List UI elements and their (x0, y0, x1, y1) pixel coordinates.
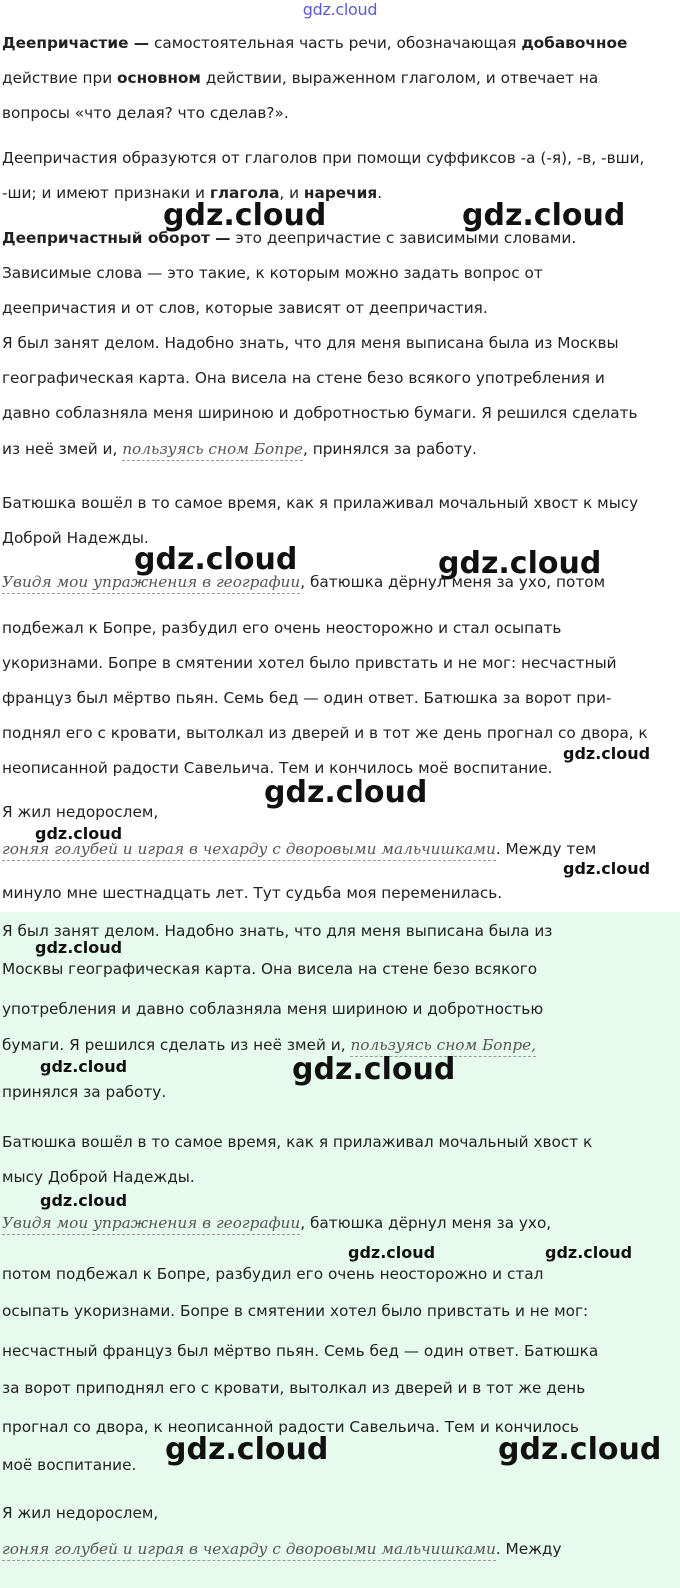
watermark: gdz.cloud (165, 1432, 329, 1467)
participle-phrase: Увидя мои упражнения в географии (2, 573, 300, 594)
text-line: из неё змей и, пользуясь сном Бопре, принялся за работу. (2, 440, 477, 458)
watermark: gdz.cloud (264, 775, 428, 810)
watermark: gdz.cloud (348, 1243, 436, 1262)
text-line: моё воспитание. (2, 1456, 137, 1474)
text-line: Увидя мои упражнения в географии, батюшка дёрнул меня за ухо, (2, 1214, 551, 1232)
text-line: Я жил недорослем, (2, 1504, 159, 1522)
text-line: бумаги. Я решился сделать из неё змей и, пользуясь сном Бопре, (2, 1036, 536, 1054)
watermark: gdz.cloud (40, 1057, 128, 1076)
watermark: gdz.cloud (35, 938, 123, 957)
text-line: прогнал со двора, к неописанной радости Савельича. Тем и кончилось (2, 1418, 579, 1436)
text-line: за ворот приподнял его с кровати, вытолкал из дверей и в тот же день (2, 1379, 586, 1397)
participle-phrase: гоняя голубей и играя в чехарду с дворовыми мальчишками (2, 840, 496, 861)
text-line: употребления и давно соблазняла меня шириною и добротностью (2, 1000, 544, 1018)
watermark: gdz.cloud (438, 546, 602, 581)
text-line: Я жил недорослем, (2, 803, 159, 821)
theory-line: Деепричастный оборот — это деепричастие с зависимыми словами. (2, 229, 577, 247)
theory-line: Деепричастия образуются от глаголов при помощи суффиксов -а (-я), -в, -вши, (2, 149, 645, 167)
site-logo[interactable]: gdz.cloud (302, 0, 378, 19)
text-line: географическая карта. Она висела на стене безо всякого употребления и (2, 369, 605, 387)
text-line: гоняя голубей и играя в чехарду с дворовыми мальчишками. Между тем (2, 840, 596, 858)
text-line: потом подбежал к Бопре, разбудил его очень неосторожно и стал (2, 1265, 544, 1283)
text-line: Я был занят делом. Надобно знать, что для меня выписана была из Москвы (2, 334, 619, 352)
text-line: укоризнами. Бопре в смятении хотел было привстать и не мог: несчастный (2, 654, 617, 672)
theory-line: действие при основном действии, выраженном глаголом, и отвечает на (2, 69, 599, 87)
text-line: Батюшка вошёл в то самое время, как я прилаживал мочальный хвост к (2, 1133, 593, 1151)
watermark: gdz.cloud (498, 1432, 662, 1467)
text-line: Москвы географическая карта. Она висела на стене безо всякого (2, 960, 538, 978)
text-line: давно соблазняла меня шириною и добротностью бумаги. Я решился сделать (2, 404, 638, 422)
text-line: осыпать укоризнами. Бопре в смятении хотел было привстать и не мог: (2, 1302, 589, 1320)
participle-phrase: гоняя голубей и играя в чехарду с дворовыми мальчишками (2, 1540, 496, 1561)
text-line: Батюшка вошёл в то самое время, как я прилаживал мочальный хвост к мысу (2, 494, 639, 512)
watermark: gdz.cloud (563, 744, 651, 763)
theory-line: Зависимые слова — это такие, к которым можно задать вопрос от (2, 264, 543, 282)
text-line: Доброй Надежды. (2, 529, 149, 547)
text-line: Я был занят делом. Надобно знать, что для меня выписана была из (2, 922, 553, 940)
theory-line: вопросы «что делая? что сделав?». (2, 104, 289, 122)
text-line: поднял его с кровати, вытолкал из дверей и в тот же день прогнал со двора, к (2, 724, 648, 742)
text-line: несчастный француз был мёртво пьян. Семь бед — один ответ. Батюшка (2, 1342, 599, 1360)
theory-line: -ши; и имеют признаки и глагола, и наречия. (2, 184, 383, 202)
watermark: gdz.cloud (40, 1191, 128, 1210)
watermark: gdz.cloud (163, 198, 327, 233)
text-line: француз был мёртво пьян. Семь бед — один ответ. Батюшка за ворот при- (2, 689, 612, 707)
text-line: мысу Доброй Надежды. (2, 1168, 195, 1186)
theory-line: деепричастия и от слов, которые зависят от деепричастия. (2, 299, 488, 317)
watermark: gdz.cloud (134, 542, 298, 577)
text-line: минуло мне шестнадцать лет. Тут судьба моя переменилась. (2, 884, 503, 902)
watermark: gdz.cloud (563, 859, 651, 878)
watermark: gdz.cloud (462, 198, 626, 233)
theory-line: Деепричастие — самостоятельная часть речи, обозначающая добавочное (2, 34, 628, 52)
text-line: гоняя голубей и играя в чехарду с дворовыми мальчишками. Между (2, 1540, 562, 1558)
text-line: подбежал к Бопре, разбудил его очень неосторожно и стал осыпать (2, 619, 562, 637)
watermark: gdz.cloud (545, 1243, 633, 1262)
text-line: принялся за работу. (2, 1083, 167, 1101)
participle-phrase: Увидя мои упражнения в географии (2, 1214, 300, 1235)
text-line: Увидя мои упражнения в географии, батюшка дёрнул меня за ухо, потом (2, 573, 605, 591)
watermark: gdz.cloud (35, 824, 123, 843)
text-line: неописанной радости Савельича. Тем и кончилось моё воспитание. (2, 759, 553, 777)
participle-phrase: пользуясь сном Бопре (122, 440, 303, 461)
participle-phrase: пользуясь сном Бопре, (350, 1036, 536, 1057)
watermark: gdz.cloud (292, 1052, 456, 1087)
